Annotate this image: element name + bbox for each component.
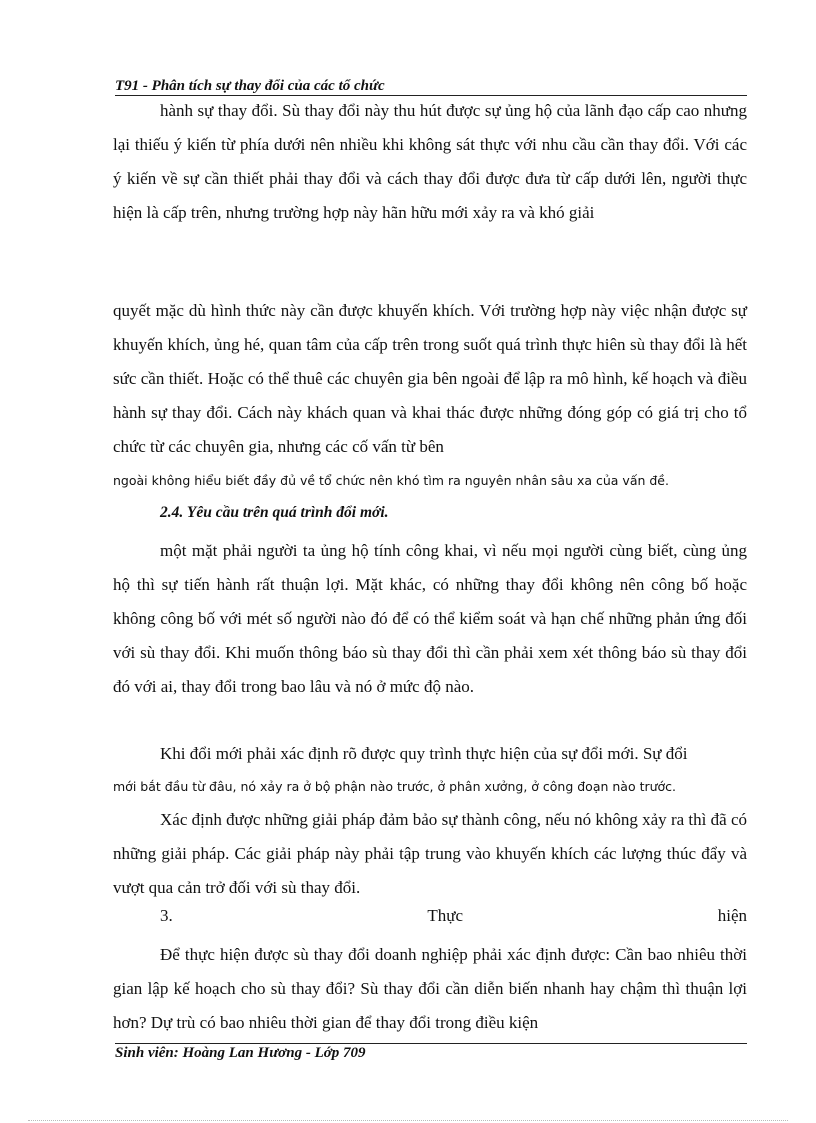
paragraph-4-tail: mới bắt đầu từ đâu, nó xảy ra ở bộ phận nào trước, ở phân xưởng, ở công đoạn nào trước. [113, 779, 677, 794]
page-footer [115, 1045, 747, 1062]
paragraph-2: quyết mặc dù hình thức này cần được khuyến khích. Với trường hợp này việc nhận được sự khuyến khích, ủng hé, quan tâm của cấp trên trong suốt quá trình thực hiên sù thay đổi là hết sức cần thiết. Hoặc có thể thuê các chuyên gia bên ngoài để lập ra mô hình, kế hoạch và điều hành sự thay đổi. Cách này khách quan và khai thác được những đóng góp có giá trị cho tổ chức từ các chuyên gia, nhưng các cố vấn từ bên [113, 301, 747, 456]
section-3-word-1: Thực [427, 906, 464, 925]
paragraph-3: một mặt phải người ta ủng hộ tính công khai, vì nếu mọi người cùng biết, cùng ủng hộ thì sự tiến hành rất thuận lợi. Mặt khác, có những thay đổi không nên công bố hoặc không công bố với mét số người nào đó để có thể kiểm soát và hạn chế những phản ứng đối với sù thay đổi. Khi muốn thông báo sù thay đổi thì cần phải xem xét thông báo sù thay đổi đó với ai, thay đổi trong bao lâu và nó ở mức độ nào. [113, 541, 747, 696]
header-title: T91 - Phân tích sự thay đổi của các tổ chức [115, 78, 385, 94]
section-3-word-2: hiện [717, 906, 747, 925]
footer-text: Sinh viên: Hoàng Lan Hương - Lớp 709 [115, 1045, 366, 1061]
section-heading-3 [160, 906, 747, 936]
paragraph-2-tail: ngoài không hiểu biết đầy đủ về tổ chức nên khó tìm ra nguyên nhân sâu xa của vấn đề. [113, 473, 669, 488]
paragraph-1: hành sự thay đổi. Sù thay đổi này thu hút được sự ủng hộ của lãnh đạo cấp cao nhưng lại thiếu ý kiến từ phía dưới nên nhiều khi không sát thực với nhu cầu cần thay đổi. Với các ý kiến về sự cần thiết phải thay đổi và cách thay đổi được đưa từ cấp dưới lên, người thực hiện là cấp trên, nhưng trường hợp này hãn hữu mới xảy ra và khó giải [113, 101, 747, 222]
footer-rule [115, 1043, 747, 1044]
section-heading-2-4: 2.4. Yêu cầu trên quá trình đổi mới. [160, 504, 389, 521]
paragraph-5: Xác định được những giải pháp đảm bảo sự thành công, nếu nó không xảy ra thì đã có những giải pháp. Các giải pháp này phải tập trung vào khuyến khích các lượng thúc đẩy và vượt qua cản trở đối với sù thay đổi. [113, 810, 747, 897]
paragraph-4: Khi đổi mới phải xác định rõ được quy trình thực hiện của sự đổi mới. Sự đổi [160, 744, 688, 763]
page-edge [28, 1120, 788, 1121]
paragraph-6: Để thực hiện được sù thay đổi doanh nghiệp phải xác định được: Cần bao nhiêu thời gian lập kế hoạch cho sù thay đổi? Sù thay đổi cần diễn biến nhanh hay chậm thì thuận lợi hơn? Dự trù có bao nhiêu thời gian để thay đổi trong điều kiện [113, 945, 747, 1032]
section-3-number: 3. [160, 906, 173, 925]
